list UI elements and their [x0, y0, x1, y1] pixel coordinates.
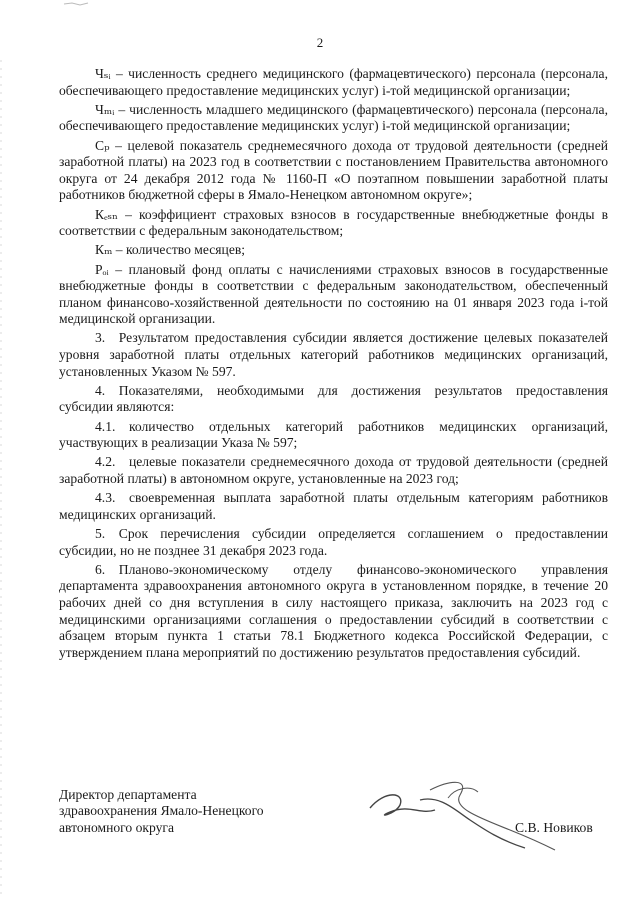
paragraph-item-4: 4. Показателями, необходимыми для достижения результатов предоставления субсидии являются:: [59, 382, 608, 415]
signatory-title-line: автономного округа: [59, 819, 175, 835]
paragraph-item-4-1: 4.1. количество отдельных категорий работников медицинских организаций, участвующих в реализации Указа № 597;: [59, 418, 608, 451]
document-body: [59, 66, 608, 664]
signatory-name: С.В. Новиков: [515, 820, 593, 835]
paragraph-variable-cp: Сₚ – целевой показатель среднемесячного дохода от трудовой деятельности (средней заработной платы) на 2023 год в соответствии с постановлением Правительства автономного округа от 24 декабря 2012 года № 1160-П «О поэтапном повышении заработной платы работников бюджетной сферы в Ямало-Ненецком автономном округе»;: [59, 137, 608, 203]
paragraph-item-3: 3. Результатом предоставления субсидии является достижение целевых показателей уровня заработной платы отдельных категорий работников медицинских организаций, установленных Указом № 597.: [59, 330, 608, 379]
scan-mark-icon: [62, 0, 92, 8]
paragraph-variable-kesn: Кₑₛₙ – коэффициент страховых взносов в государственные внебюджетные фонды в соответствии с федеральным законодательством;: [59, 206, 608, 239]
paragraph-variable-km: Кₘ – количество месяцев;: [95, 242, 246, 258]
page-edge-shadow: [0, 60, 3, 900]
paragraph-item-4-3: 4.3. своевременная выплата заработной платы отдельным категориям работников медицинских организаций.: [59, 490, 608, 522]
paragraph-variable-pfoti: Рₒᵢ – плановый фонд оплаты с начислениями страховых взносов в государственные внебюджетные фонды в соответствии с федеральным законодательством, обеспеченный планом финансово-хозяйственной деятельности по состоянию на 01 января 2023 года i-той медицинской организации.: [59, 261, 608, 327]
signatory-title-line: здравоохранения Ямало-Ненецкого: [59, 803, 264, 819]
paragraph-variable-chsi: Чₛᵢ – численность среднего медицинского (фармацевтического) персонала (персонала, обеспечивающего предоставление медицинских услуг) i-той медицинской организации;: [59, 66, 608, 98]
signatory-title: [59, 787, 264, 836]
paragraph-variable-chmi: Чₘᵢ – численность младшего медицинского (фармацевтического) персонала (персонала, обеспечивающего предоставление медицинских услуг) i-той медицинской организации;: [59, 101, 608, 134]
paragraph-item-4-2: 4.2. целевые показатели среднемесячного дохода от трудовой деятельности (средней заработной платы) в автономном округе, установленные на 2023 год;: [59, 454, 608, 486]
paragraph-item-5: 5. Срок перечисления субсидии определяется соглашением о предоставлении субсидии, но не позднее 31 декабря 2023 года.: [59, 525, 608, 558]
handwritten-signature-icon: [360, 770, 560, 860]
signatory-title-line: Директор департамента: [59, 787, 197, 802]
paragraph-item-6: 6. Планово-экономическому отделу финансово-экономического управления департамента здравоохранения автономного округа в установленном порядке, в течение 20 рабочих дней со дня вступления в силу настоящего приказа, заключить на 2023 год с медицинскими организациями соглашения о предоставлении субсидий в соответствии с абзацем вторым пункта 1 статьи 78.1 Бюджетного кодекса Российской Федерации, с утверждением плана мероприятий по достижению результатов предоставления субсидий.: [59, 561, 608, 660]
page-number: 2: [316, 35, 324, 50]
